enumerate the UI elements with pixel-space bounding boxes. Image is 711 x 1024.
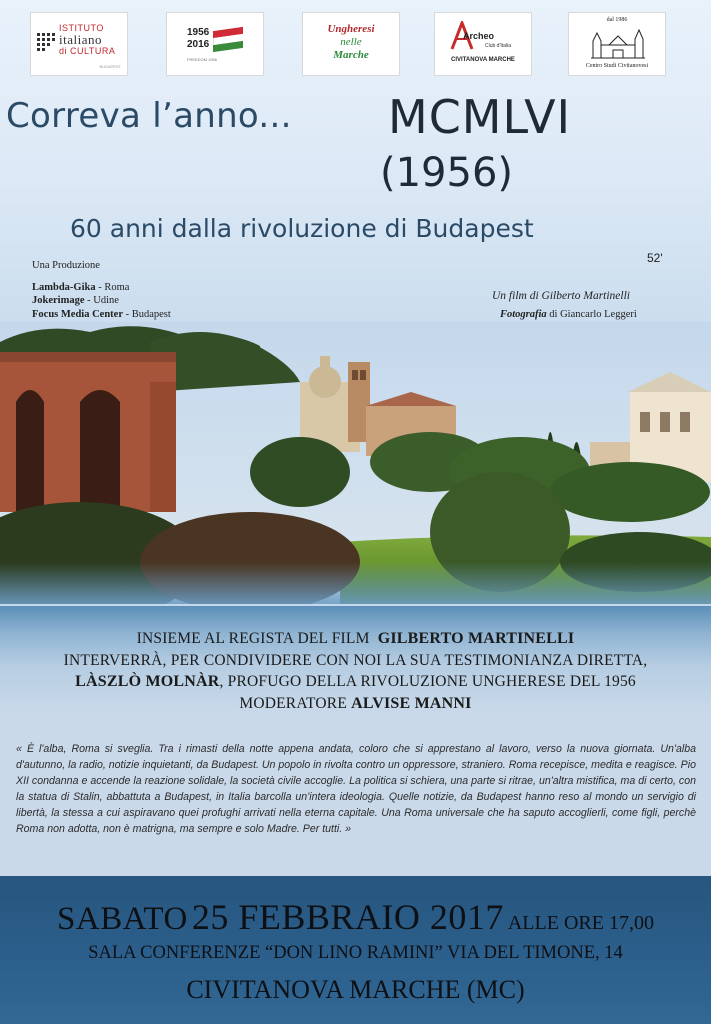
speakers-line-2: INTERVERRÀ, PER CONDIVIDERE CON NOI LA SUA TESTIMONIANZA DIRETTA,: [63, 651, 648, 669]
production-company: Focus Media Center - Budapest: [32, 308, 171, 320]
title-roman-year: MCMLVI: [388, 90, 572, 144]
production-block: [32, 259, 171, 321]
title-year: (1956): [380, 150, 514, 196]
archeo-club-logo: [434, 12, 532, 76]
church-icon: [589, 27, 647, 59]
ungh-line2: nelle: [340, 36, 362, 48]
anniversary-years: [187, 27, 209, 51]
speakers-section: [0, 606, 711, 876]
archeo-city: CIVITANOVA MARCHE: [451, 57, 515, 63]
credit-row: [500, 309, 685, 324]
speakers-l4a: MODERATORE: [239, 694, 348, 712]
centro-since: dal 1986: [606, 17, 628, 23]
speakers-l1a: INSIEME AL REGISTA DEL FILM: [136, 630, 370, 647]
archeo-club: Club d'Italia: [485, 43, 511, 49]
event-info-band: [0, 876, 711, 1024]
centro-name: Centro Studi Civitanovesi: [585, 63, 649, 69]
moderator-name: ALVISE MANNI: [351, 694, 472, 712]
title-part1: Correva l’anno...: [6, 96, 292, 136]
film-quote: « È l'alba, Roma si sveglia. Tra i rimasti della notte appena andata, coloro che si apprestano al lavoro, verso la nuova giornata. Un'alba d'autunno, la radio, notizie inquietanti, da Budapest. Un popolo in rivolta contro un oppressore, straniero. Roma recepisce, medita e reagisce. Pio XII condanna e accende la reazione solidale, la società civile accoglie. La politica si schiera, una parte si ritrae, un'altra mistifica, ma di certo, con la statua di Stalin, abbattuta a Budapest, in Italia barcolla un'intera ideologia. Quelle notizie, da Budapest hanno reso al mondo un servigio di libertà, la stessa a cui aspiravano quei profughi arrivati nella eterna capitale. Una Roma universale che ha saputo accoglierli, come figli, perchè Roma non adotta, non è matrigna, ma sempre e solo Madre. Per tutti. »: [16, 743, 696, 835]
grid-icon: [37, 33, 57, 53]
event-venue: SALA CONFERENZE “DON LINO RAMINI” VIA DEL TIMONE, 14: [88, 943, 623, 963]
credit-name: Giancarlo Leggeri: [560, 308, 637, 320]
credit-of: di: [549, 308, 558, 320]
event-day: SABATO: [57, 901, 188, 937]
sponsor-logos: [30, 12, 680, 78]
production-company: Jokerimage - Udine: [32, 295, 119, 306]
duration: 52': [647, 251, 663, 265]
company-city: Budapest: [131, 308, 171, 320]
centro-studi-logo: [568, 12, 666, 76]
company-city: Roma: [104, 281, 130, 293]
director-name: GILBERTO MARTINELLI: [377, 630, 575, 647]
event-date: 25 FEBBRAIO 2017: [191, 897, 504, 937]
witness-name: LÀSZLÒ MOLNÀR: [75, 673, 220, 690]
event-time: ALLE ORE 17,00: [507, 912, 654, 934]
year-end: 2016: [187, 39, 210, 50]
company-city: Udine: [93, 295, 119, 306]
film-by: Un film di Gilberto Martinelli: [492, 290, 630, 302]
ungh-line1: Ungheresi: [327, 23, 375, 35]
rome-landscape-photo: [0, 322, 711, 604]
speakers-text: [0, 628, 711, 714]
iic-logo-text: [59, 23, 115, 56]
speakers-line-3: [0, 671, 711, 693]
company-name: Jokerimage: [32, 295, 85, 306]
production-company: Lambda-Gika - Roma: [32, 281, 130, 293]
subtitle: 60 anni dalla rivoluzione di Budapest: [70, 214, 534, 243]
speakers-line-4: [0, 693, 711, 715]
iic-line3: di CULTURA: [59, 46, 116, 56]
ungheresi-nelle-marche-logo: [302, 12, 400, 76]
production-label: Una Produzione: [32, 260, 100, 271]
anniversary-note: FREEDOM 1956: [187, 57, 218, 62]
archeo-name: Archeo: [463, 31, 495, 41]
ungh-line3: Marche: [333, 49, 369, 61]
speakers-line-1: [0, 628, 711, 650]
istituto-italiano-cultura-logo: [30, 12, 128, 76]
event-date-line: [0, 896, 711, 938]
event-city: CIVITANOVA MARCHE (MC): [186, 975, 525, 1004]
credit-role: Fotografia: [500, 308, 547, 320]
anniversary-logo: [166, 12, 264, 76]
company-name: Lambda-Gika: [32, 281, 96, 293]
iic-line2: italiano: [59, 32, 102, 47]
iic-line1: ISTITUTO: [59, 23, 104, 33]
hungarian-flag-icon: [213, 27, 243, 53]
year-start: 1956: [187, 27, 210, 38]
company-name: Focus Media Center: [32, 308, 123, 320]
speakers-l3b: , PROFUGO DELLA RIVOLUZIONE UNGHERESE DEL 1956: [219, 673, 636, 690]
iic-line4: BUDAPEST: [99, 64, 121, 69]
